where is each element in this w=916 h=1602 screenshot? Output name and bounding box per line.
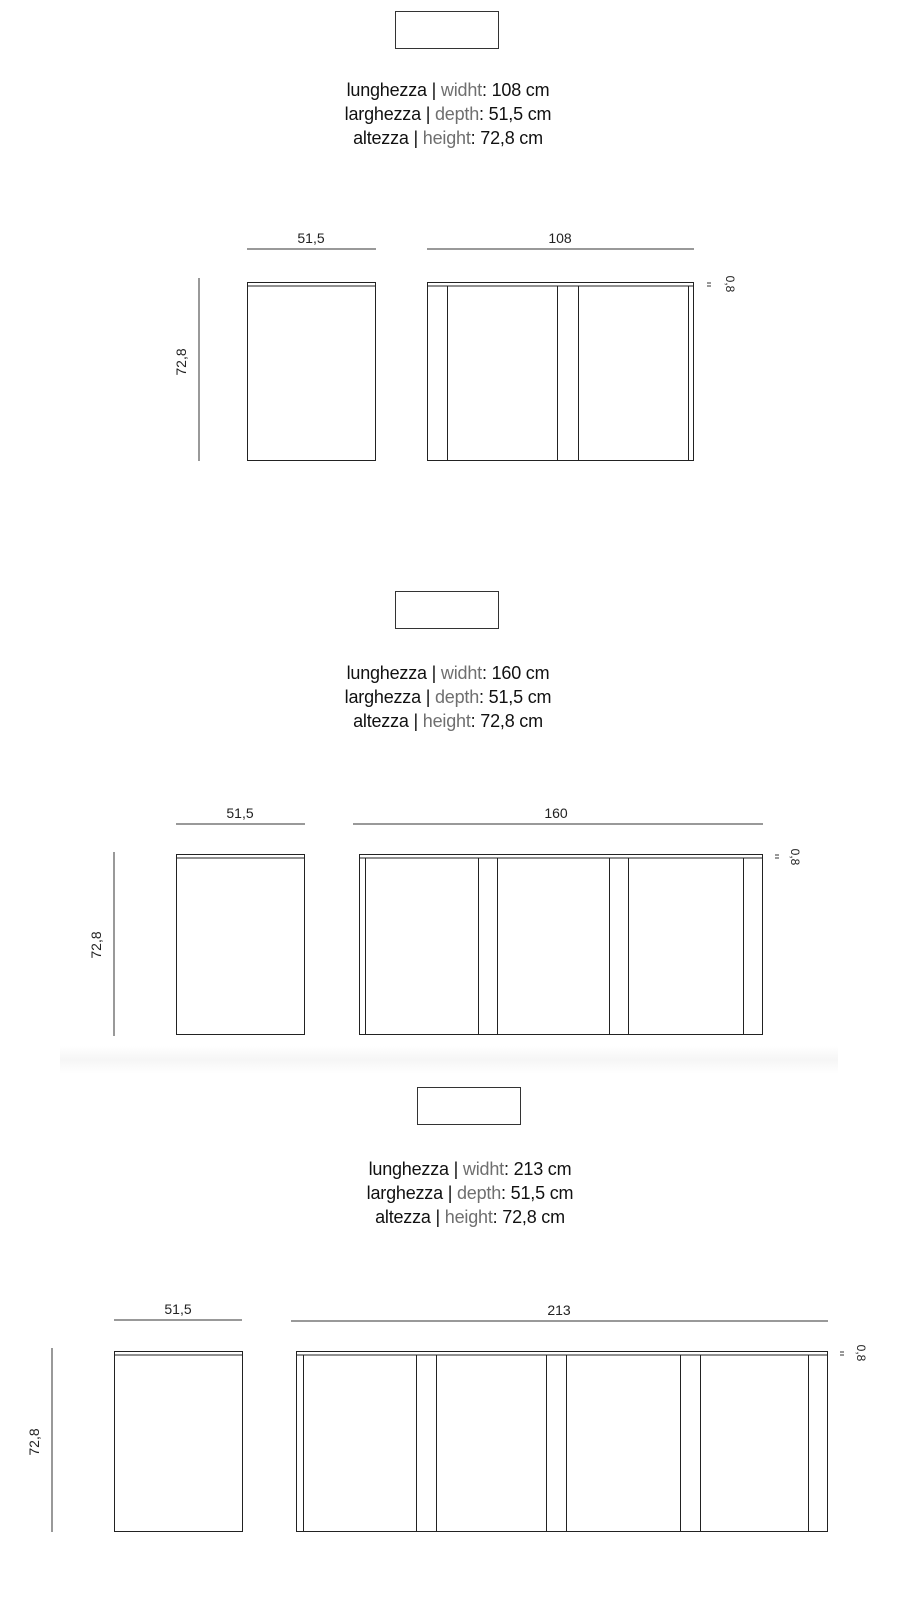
sep: | <box>430 1207 445 1227</box>
colon: : <box>481 663 487 683</box>
colon: : <box>479 104 484 124</box>
value-depth: 51,5 cm <box>488 687 552 707</box>
colon: : <box>470 711 476 731</box>
colon: : <box>501 1183 506 1203</box>
colon: : <box>479 687 484 707</box>
label-height-en: height <box>444 1207 493 1227</box>
side-width-label: 51,5 <box>226 805 254 821</box>
front-width-label: 108 <box>548 230 572 246</box>
label-width-it: larghezza <box>344 104 421 124</box>
label-width-it: larghezza <box>344 687 421 707</box>
value-length: 213 cm <box>513 1159 572 1179</box>
sep: | <box>408 128 423 148</box>
front-view-body <box>297 1352 828 1532</box>
value-depth: 51,5 cm <box>488 104 552 124</box>
value-height: 72,8 cm <box>480 128 543 148</box>
sep: | <box>420 104 435 124</box>
height-label: 72,8 <box>173 348 189 376</box>
sep: | <box>420 687 435 707</box>
sep: | <box>426 80 441 100</box>
label-length-it: lunghezza <box>346 80 427 100</box>
value-length: 108 cm <box>491 80 550 100</box>
value-height: 72,8 cm <box>480 711 543 731</box>
label-depth-en: depth <box>435 104 480 124</box>
side-view-body <box>115 1352 243 1532</box>
colon: : <box>503 1159 509 1179</box>
label-width-en: widht <box>440 80 482 100</box>
label-depth-en: depth <box>435 687 480 707</box>
sep: | <box>448 1159 463 1179</box>
label-width-it: larghezza <box>366 1183 443 1203</box>
label-height-en: height <box>422 128 471 148</box>
colon: : <box>470 128 476 148</box>
sep: | <box>442 1183 457 1203</box>
front-width-label: 160 <box>544 805 568 821</box>
colon: : <box>492 1207 498 1227</box>
height-label: 72,8 <box>26 1428 42 1456</box>
sep: | <box>426 663 441 683</box>
side-width-label: 51,5 <box>164 1301 192 1317</box>
top-thickness-label: 0,8 <box>854 1344 868 1362</box>
value-depth: 51,5 cm <box>510 1183 574 1203</box>
label-width-en: widht <box>440 663 482 683</box>
label-height-it: altezza <box>375 1207 431 1227</box>
front-width-label: 213 <box>547 1302 571 1318</box>
label-length-it: lunghezza <box>346 663 427 683</box>
colon: : <box>481 80 487 100</box>
height-label: 72,8 <box>88 931 104 959</box>
top-thickness-label: 0,8 <box>788 848 802 866</box>
label-length-it: lunghezza <box>368 1159 449 1179</box>
value-height: 72,8 cm <box>502 1207 565 1227</box>
side-width-label: 51,5 <box>297 230 325 246</box>
label-width-en: widht <box>462 1159 504 1179</box>
top-thickness-label: 0,8 <box>723 275 737 293</box>
label-depth-en: depth <box>457 1183 502 1203</box>
sep: | <box>408 711 423 731</box>
label-height-it: altezza <box>353 711 409 731</box>
label-height-it: altezza <box>353 128 409 148</box>
label-height-en: height <box>422 711 471 731</box>
value-length: 160 cm <box>491 663 550 683</box>
